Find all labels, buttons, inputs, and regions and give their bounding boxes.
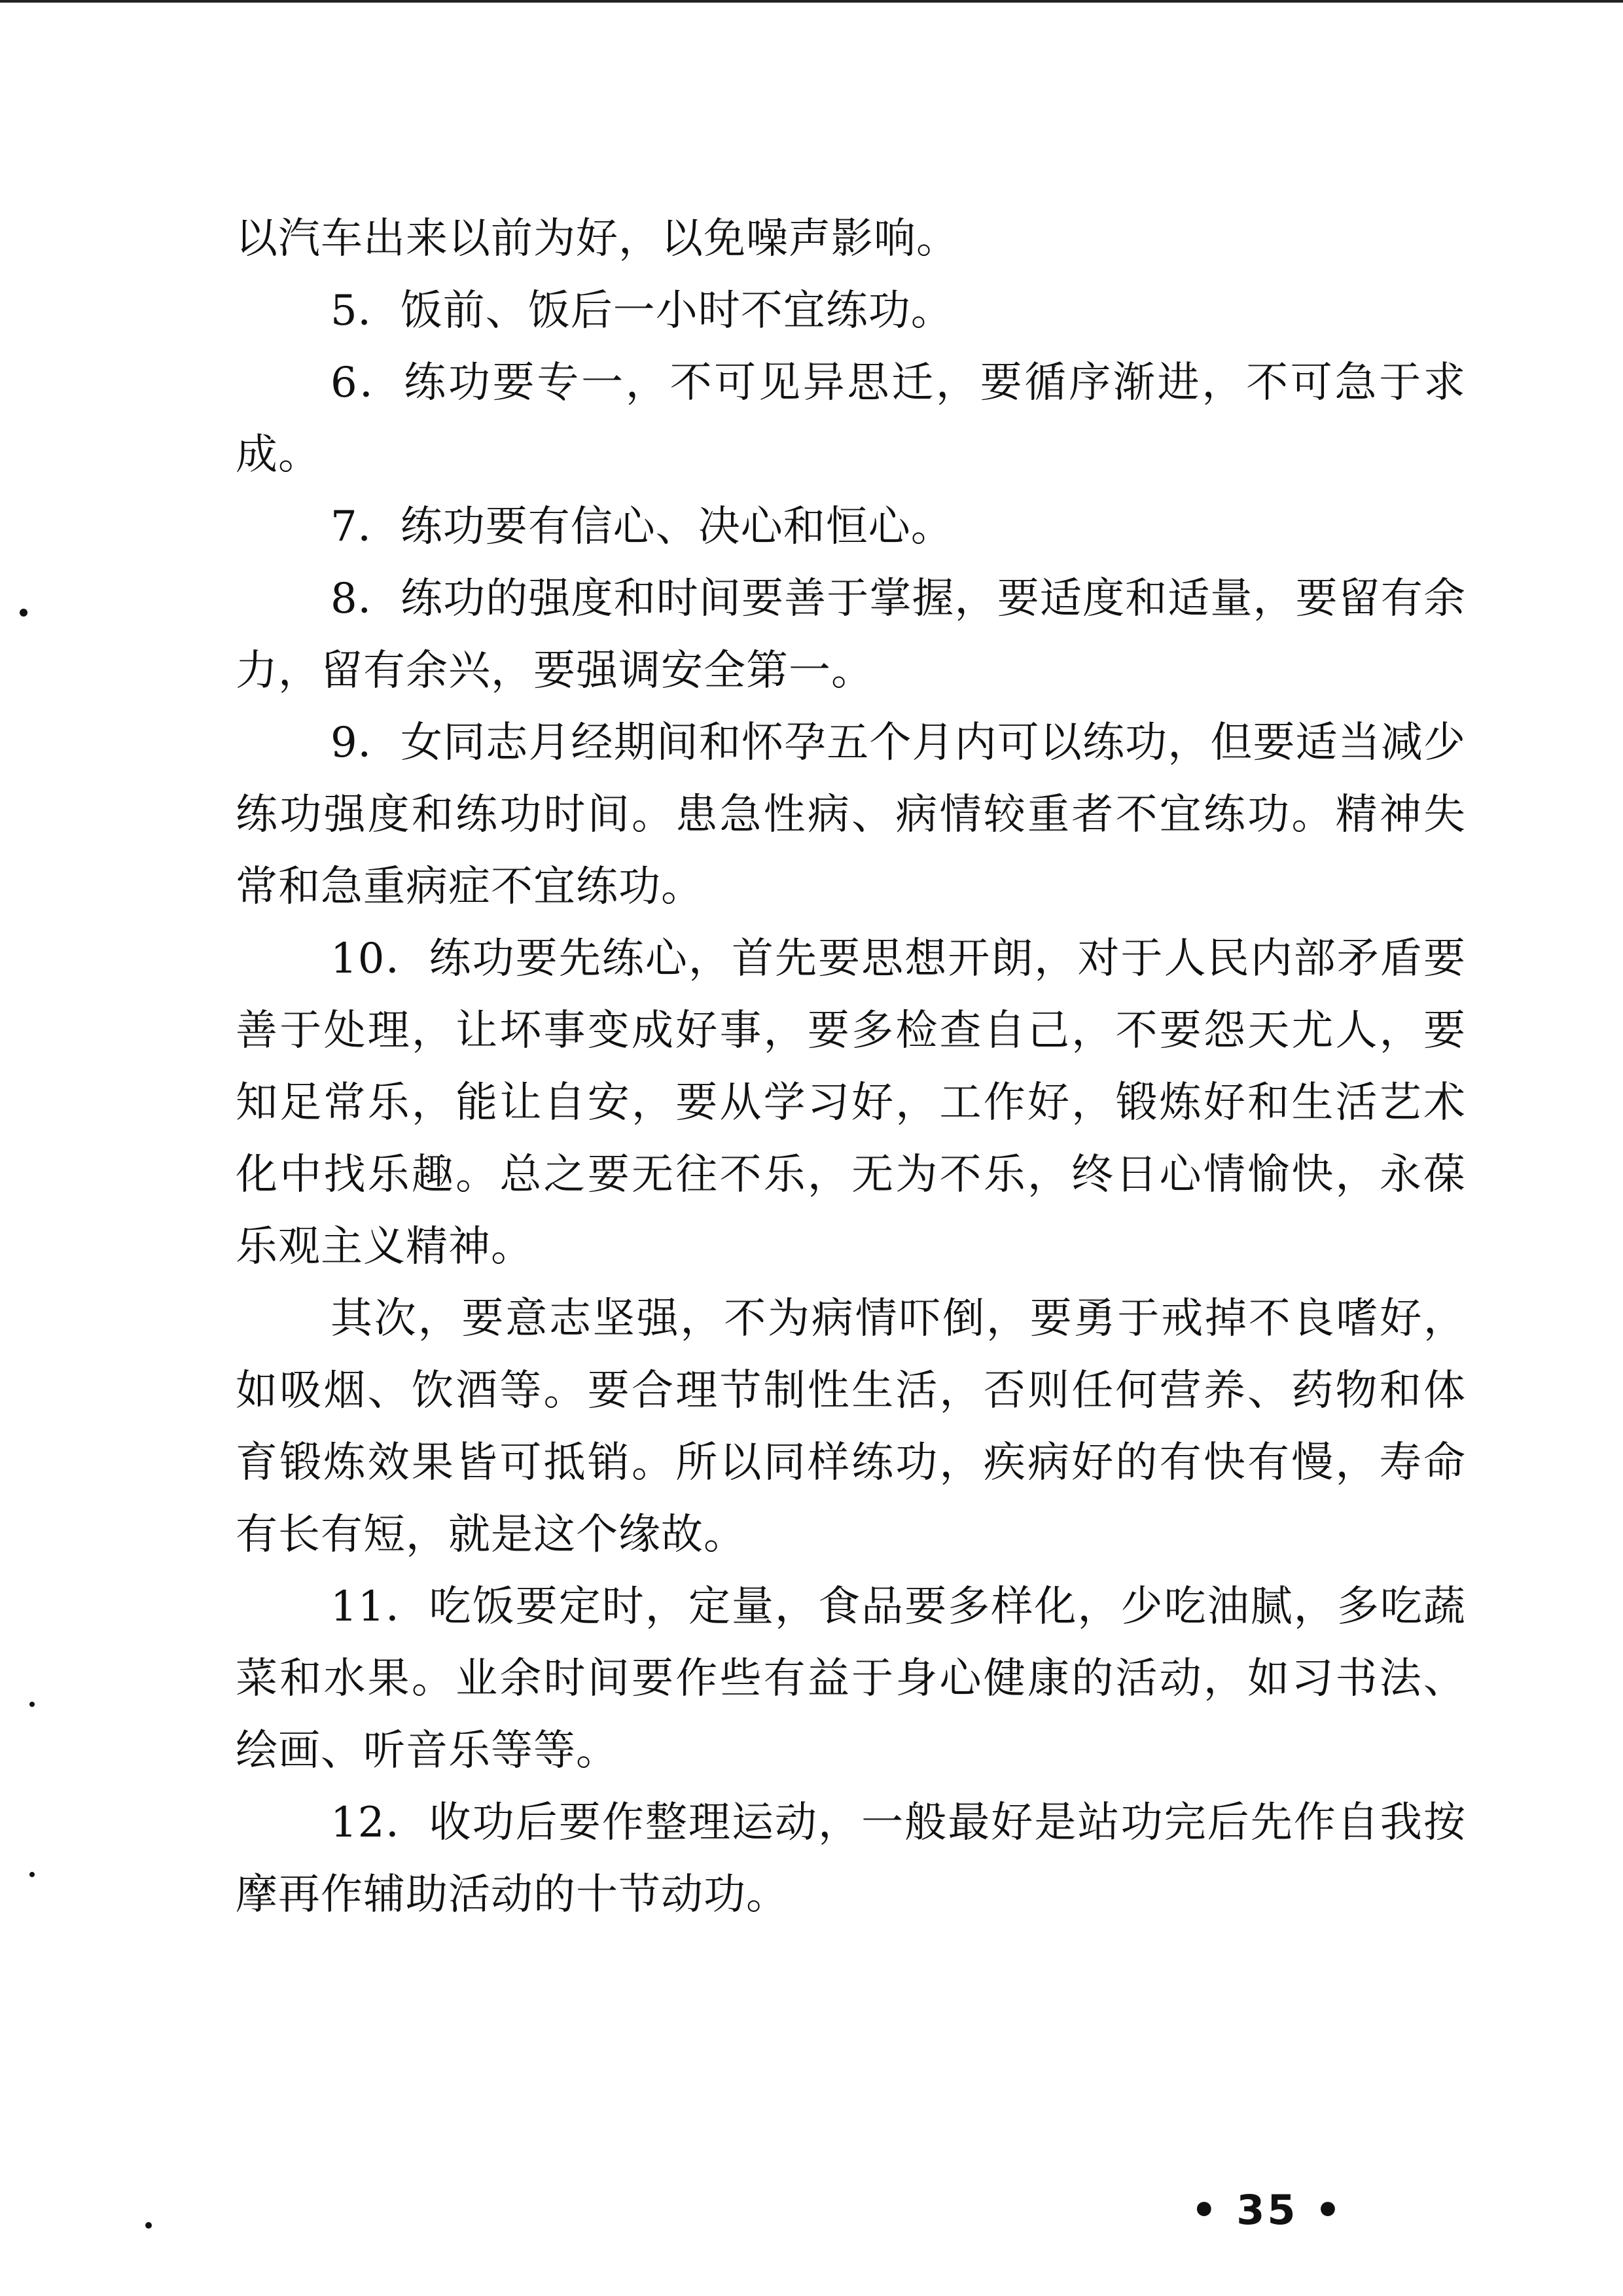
paragraph-item-9: 9．女同志月经期间和怀孕五个月内可以练功，但要适当减少练功强度和练功时间。患急性病、病情较重者不宜练功。精神失常和急重病症不宜练功。	[236, 719, 1466, 911]
scan-speck	[29, 1872, 35, 1877]
paragraph-item-10-continued: 其次，要意志坚强，不为病情吓倒，要勇于戒掉不良嗜好，如吸烟、饮酒等。要合理节制性生活，否则任何营养、药物和体育锻炼效果皆可抵销。所以同样练功，疾病好的有快有慢，寿命有长有短，就是这个缘故。	[236, 1295, 1466, 1559]
paragraph-item-10: 10．练功要先练心，首先要思想开朗，对于人民内部矛盾要善于处理，让坏事变成好事，要多检查自己，不要怨天尤人，要知足常乐，能让自安，要从学习好，工作好，锻炼好和生活艺术化中找乐趣。总之要无往不乐，无为不乐，终日心情愉快，永葆乐观主义精神。	[236, 935, 1466, 1271]
paragraph-item-8: 8．练功的强度和时间要善于掌握，要适度和适量，要留有余力，留有余兴，要强调安全第一。	[236, 575, 1466, 695]
scan-speck	[145, 2222, 152, 2229]
paragraph-item-6: 6．练功要专一，不可见异思迁，要循序渐进，不可急于求成。	[236, 359, 1466, 479]
scan-speck	[20, 609, 27, 617]
paragraph-item-7: 7．练功要有信心、决心和恒心。	[330, 503, 954, 551]
paragraph-continuation: 以汽车出来以前为好，以免噪声影响。	[236, 215, 959, 263]
paragraph-item-11: 11．吃饭要定时，定量，食品要多样化，少吃油腻，多吃蔬菜和水果。业余时间要作些有益于身心健康的活动，如习书法、绘画、听音乐等等。	[236, 1583, 1466, 1775]
page-body	[236, 203, 1466, 1931]
paragraph-item-12: 12．收功后要作整理运动，一般最好是站功完后先作自我按摩再作辅助活动的十节动功。	[236, 1799, 1466, 1919]
paragraph-item-5: 5．饭前、饭后一小时不宜练功。	[330, 287, 954, 335]
top-border-line	[0, 0, 1623, 3]
page-number: • 35 •	[1191, 2186, 1344, 2234]
scan-speck	[29, 1702, 35, 1707]
